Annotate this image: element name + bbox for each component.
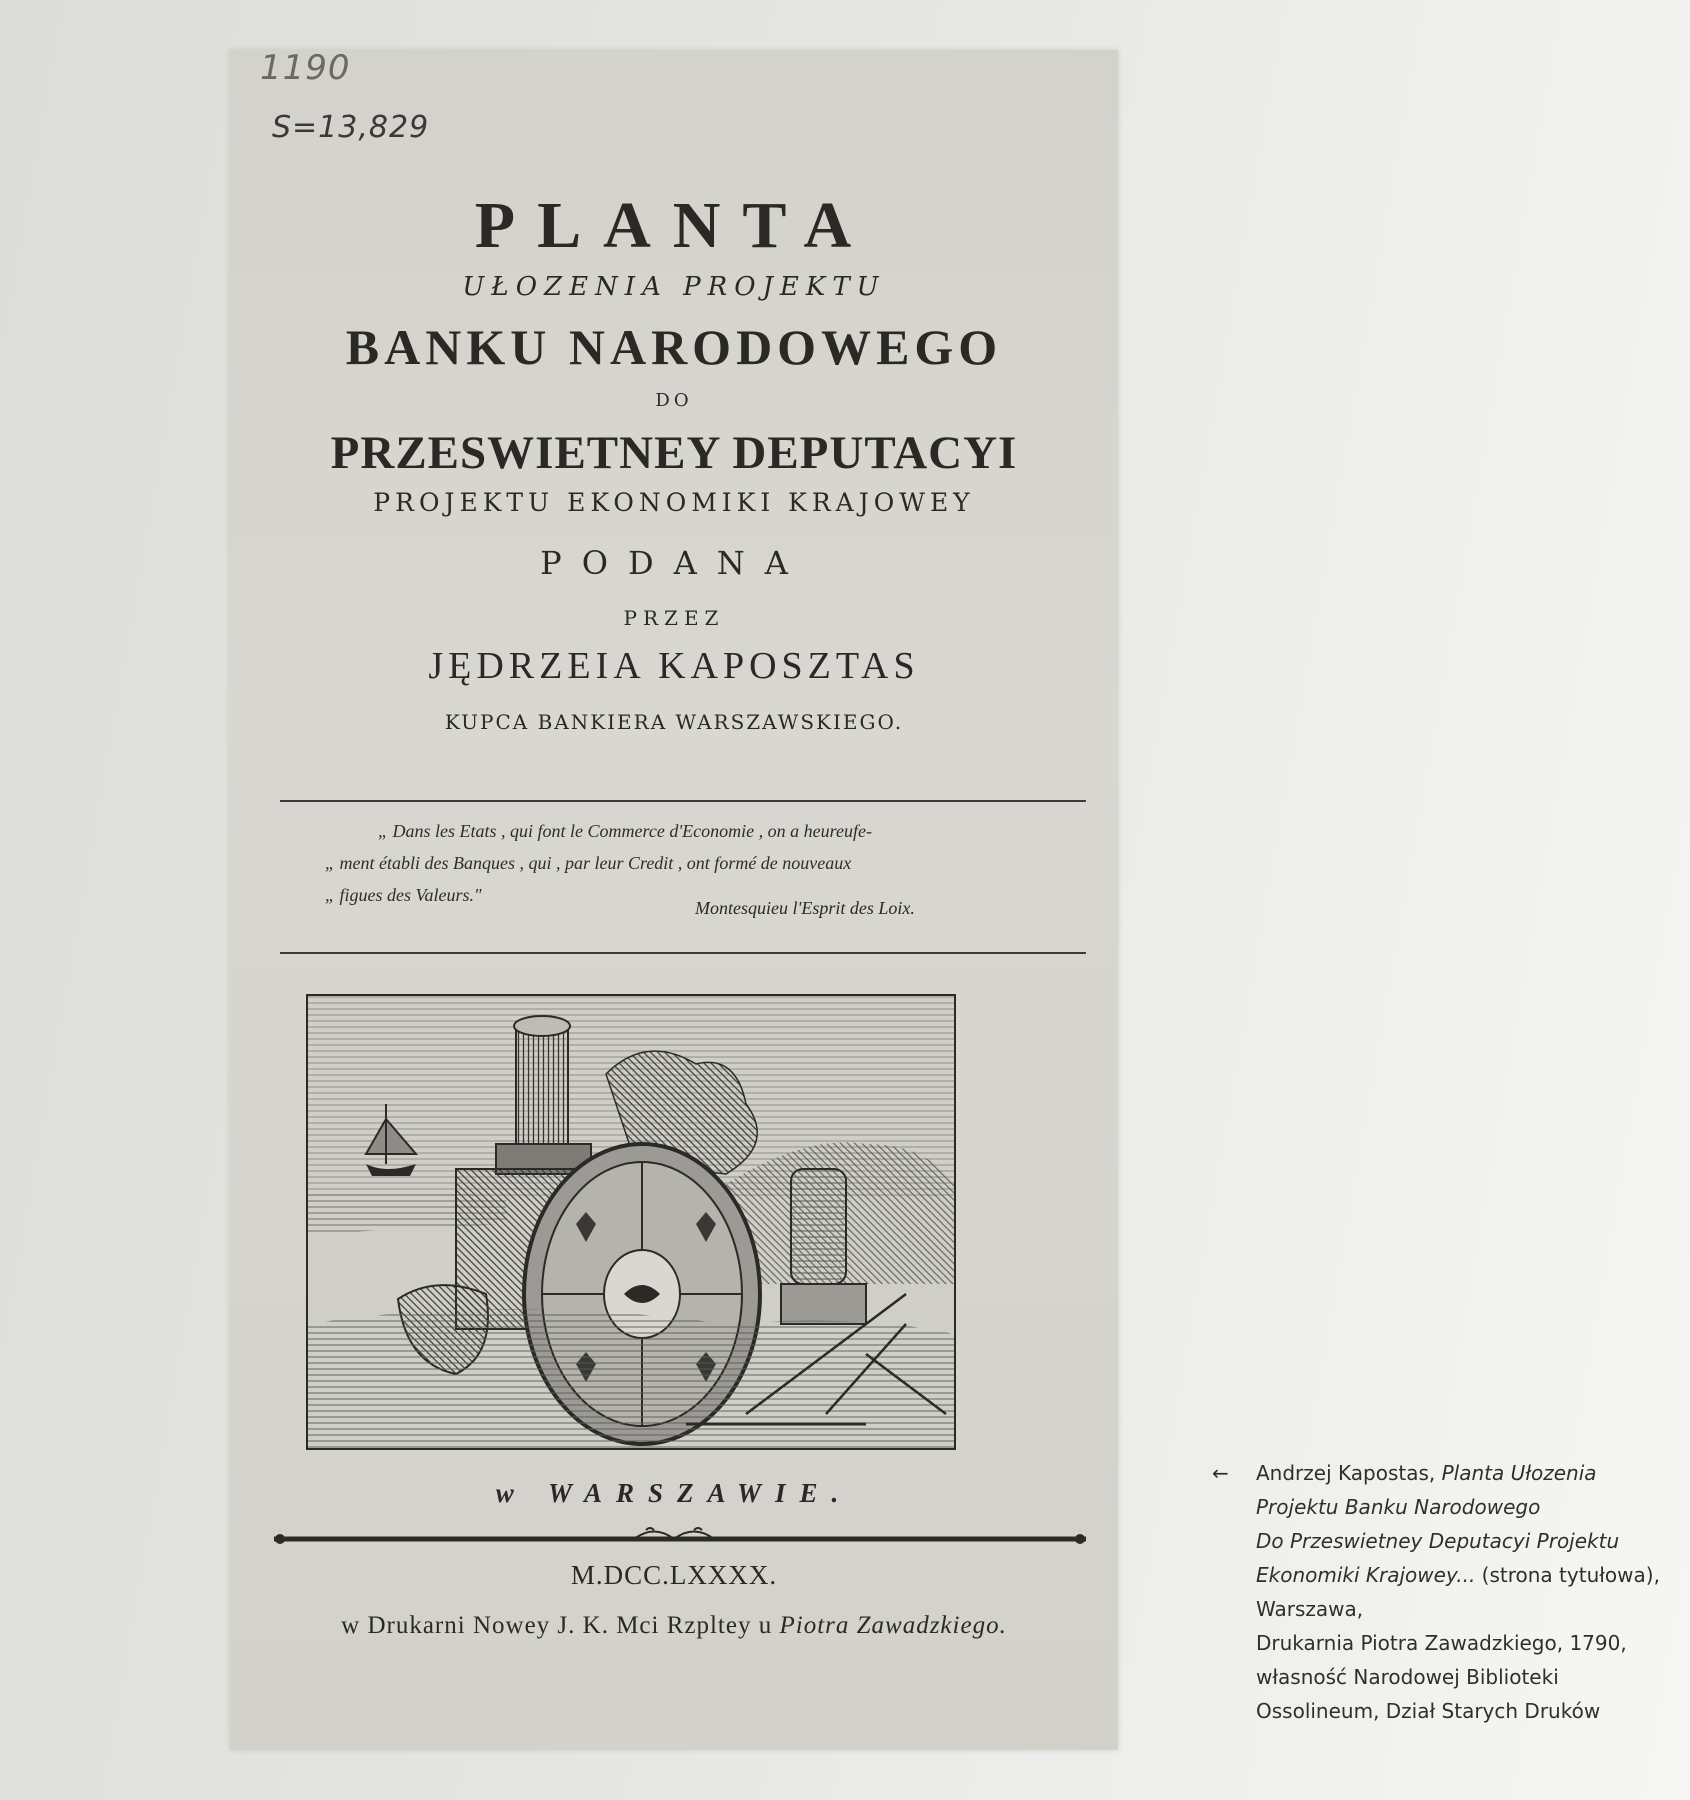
caption-title: Ekonomiki Krajowey... (1256, 1563, 1476, 1587)
quote-line: „ Dans les Etats , qui font le Commerce d'Economie , on a heureufe- (378, 821, 872, 841)
author-title: KUPCA BANKIERA WARSZAWSKIEGO. (444, 710, 904, 734)
publication-year: M.DCC.LXXXX. (570, 1560, 778, 1590)
caption-printer: Drukarnia Piotra Zawadzkiego, 1790, (1256, 1631, 1627, 1655)
caption-title: Projektu Banku Narodowego (1256, 1495, 1541, 1519)
divider-top (280, 800, 1086, 802)
arrow-left-icon: ← (1212, 1461, 1229, 1485)
handwritten-number: 1190 (260, 48, 351, 88)
quote-line: „ figues des Valeurs." (325, 885, 482, 905)
caption-owner: własność Narodowej Biblioteki (1256, 1665, 1559, 1689)
caption-title: Do Przeswietney Deputacyi Projektu (1256, 1529, 1620, 1553)
divider-bottom (280, 952, 1086, 954)
title-banku: BANKU NARODOWEGO (345, 319, 1003, 375)
caption-owner: Ossolineum, Dział Starych Druków (1256, 1699, 1601, 1723)
title-podana: PODANA (540, 544, 808, 582)
engraved-coat-of-arms-vignette (306, 994, 956, 1450)
caption-note: (strona tytułowa), (1475, 1563, 1660, 1587)
title-planta: PLANTA (474, 189, 874, 262)
author-name: JĘDRZEIA KAPOSZTAS (428, 645, 920, 687)
title-page (230, 50, 1118, 1750)
caption-author: Andrzej Kapostas, (1256, 1461, 1442, 1485)
printer-name: Piotra Zawadzkiego. (779, 1612, 1007, 1639)
caption-place: Warszawa, (1256, 1597, 1364, 1621)
title-projektu: PROJEKTU EKONOMIKI KRAJOWEY (373, 488, 975, 517)
quote-attribution: Montesquieu l'Esprit des Loix. (695, 898, 915, 918)
title-ulozenia: UŁOZENIA PROJEKTU (462, 272, 886, 302)
caption-title: Planta Ułozenia (1441, 1461, 1597, 1485)
ornamental-divider (274, 1526, 1086, 1552)
place-of-printing: w WARSZAWIE. (495, 1478, 853, 1508)
printer-prefix: w Drukarni Nowey J. K. Mci Rzpltey u (341, 1612, 780, 1639)
quote-line: „ ment établi des Banques , qui , par leur Credit , ont formé de nouveaux (325, 853, 852, 873)
title-przez: PRZEZ (623, 606, 725, 630)
printer-line (230, 1612, 1118, 1640)
handwritten-signature-code: S=13,829 (272, 110, 430, 145)
title-do: DO (655, 390, 693, 411)
title-przeswietney: PRZESWIETNEY DEPUTACYI (330, 427, 1018, 479)
